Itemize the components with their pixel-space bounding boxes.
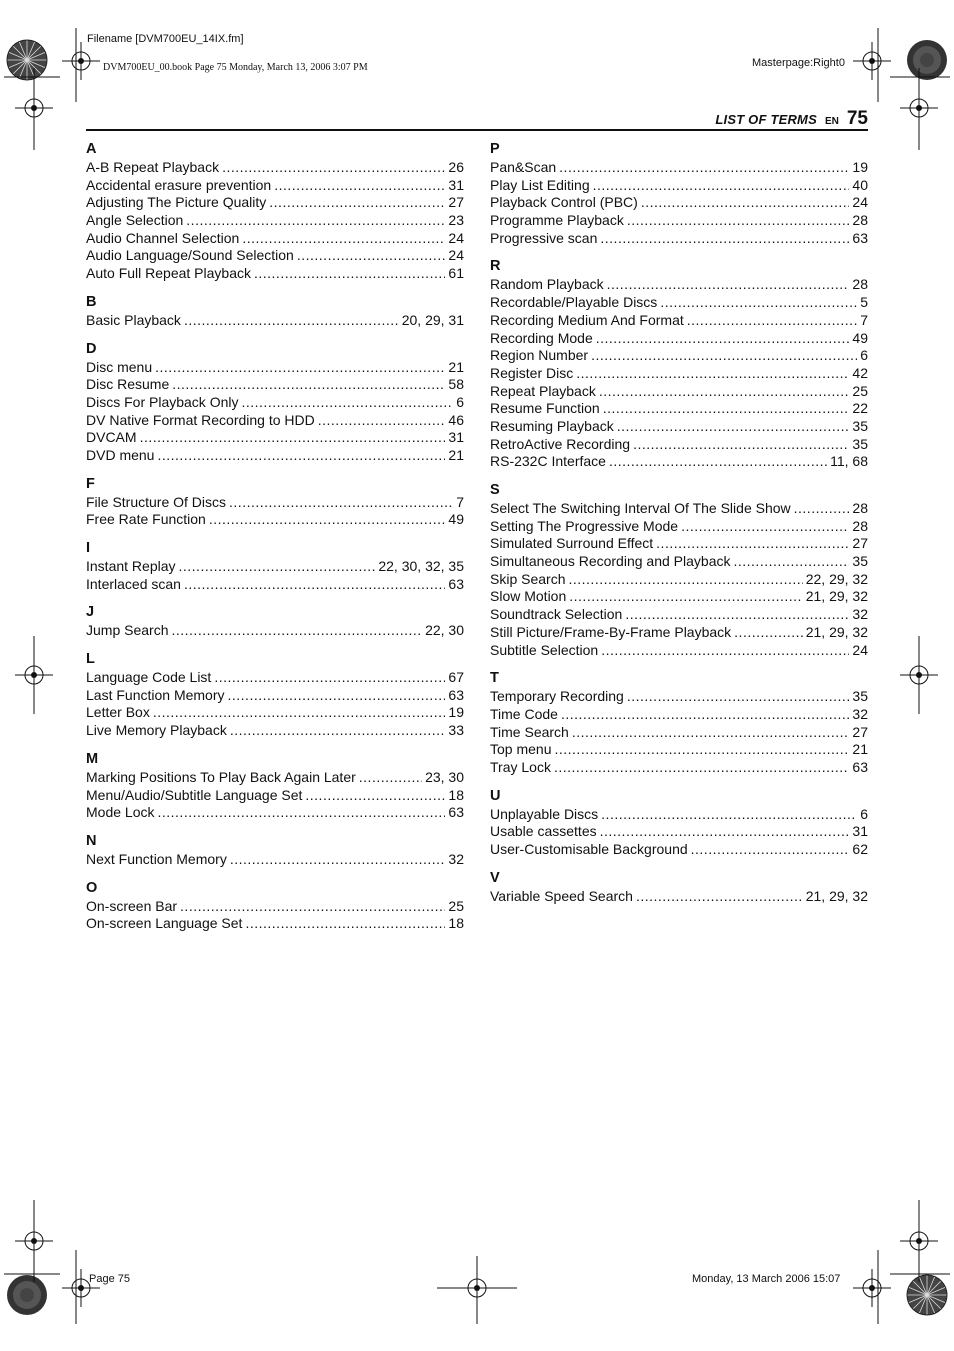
entry-term: File Structure Of Discs xyxy=(86,493,227,510)
entry-pages: 18 xyxy=(448,786,464,803)
entry-term: On-screen Bar xyxy=(86,897,178,914)
entry-pages: 61 xyxy=(448,265,464,282)
dot-leader xyxy=(596,330,850,348)
index-entry xyxy=(86,312,464,330)
entry-term: Programme Playback xyxy=(490,212,624,229)
index-entry xyxy=(86,915,464,933)
index-entry xyxy=(490,588,868,606)
dot-leader xyxy=(609,453,827,471)
entry-term: Mode Lock xyxy=(86,804,155,821)
dot-leader xyxy=(228,687,446,705)
index-section xyxy=(86,832,464,869)
index-entry xyxy=(86,769,464,787)
entry-term: Simulated Surround Effect xyxy=(490,535,654,552)
entry-pages: 31 xyxy=(448,176,464,193)
entry-pages: 62 xyxy=(852,841,868,857)
dot-leader xyxy=(617,418,850,436)
section-letter: L xyxy=(86,651,95,668)
section-letter: M xyxy=(86,750,99,767)
section-letter: I xyxy=(86,540,91,556)
index-entry xyxy=(490,159,868,177)
dot-leader xyxy=(209,511,446,529)
entry-pages: 21, 29, 32 xyxy=(805,887,868,904)
index-section xyxy=(490,481,868,659)
section-letter: D xyxy=(86,340,97,357)
dot-leader xyxy=(601,806,857,824)
section-letter: V xyxy=(490,869,500,886)
entry-pages: 19 xyxy=(852,159,868,175)
dot-leader xyxy=(600,230,849,248)
section-letter: A xyxy=(86,141,97,157)
index-entry xyxy=(490,759,868,777)
index-entry xyxy=(86,622,464,640)
entry-term: Variable Speed Search xyxy=(490,887,633,904)
entry-term: Adjusting The Picture Quality xyxy=(86,194,267,211)
index-entry xyxy=(490,347,868,365)
entry-term: Register Disc xyxy=(490,364,574,381)
dot-leader xyxy=(554,759,849,777)
entry-term: Temporary Recording xyxy=(490,688,624,705)
entry-term: Recording Mode xyxy=(490,329,593,346)
entry-term: A-B Repeat Playback xyxy=(86,159,220,175)
filename-label: Filename [DVM700EU_14IX.fm] xyxy=(87,33,244,45)
page-number: 75 xyxy=(846,108,868,129)
index-entry xyxy=(86,412,464,430)
entry-term: Next Function Memory xyxy=(86,850,227,867)
dot-leader xyxy=(157,804,445,822)
index-entry xyxy=(490,276,868,294)
index-entry xyxy=(490,453,868,471)
entry-term: Time Search xyxy=(490,723,569,740)
dot-leader xyxy=(569,588,802,606)
entry-pages: 21 xyxy=(852,741,868,758)
entry-pages: 6 xyxy=(860,805,868,822)
index-entry xyxy=(86,576,464,594)
entry-term: Time Code xyxy=(490,705,558,722)
entry-pages: 35 xyxy=(852,417,868,434)
index-entry xyxy=(490,194,868,212)
entry-term: Discs For Playback Only xyxy=(86,393,239,410)
entry-pages: 6 xyxy=(860,347,868,364)
index-entry xyxy=(86,494,464,512)
index-entry xyxy=(490,312,868,330)
dot-leader xyxy=(222,159,445,177)
index-section xyxy=(490,787,868,859)
dot-leader xyxy=(297,247,446,265)
index-column-left xyxy=(86,140,464,943)
entry-pages: 7 xyxy=(860,311,868,328)
index-entry xyxy=(86,447,464,465)
header-rule xyxy=(86,129,868,131)
index-entry xyxy=(490,365,868,383)
section-letter: J xyxy=(86,604,95,621)
index-entry xyxy=(490,806,868,824)
entry-pages: 67 xyxy=(448,669,464,686)
entry-pages: 28 xyxy=(852,517,868,534)
index-entry xyxy=(490,535,868,553)
entry-term: Recording Medium And Format xyxy=(490,311,684,328)
entry-term: DV Native Format Recording to HDD xyxy=(86,411,315,428)
dot-leader xyxy=(627,212,850,230)
index-entry xyxy=(86,194,464,212)
dot-leader xyxy=(554,741,849,759)
entry-term: Instant Replay xyxy=(86,558,176,574)
entry-term: Top menu xyxy=(490,741,552,758)
entry-term: Live Memory Playback xyxy=(86,722,227,739)
index-entry xyxy=(86,159,464,177)
index-entry xyxy=(490,688,868,706)
dot-leader xyxy=(180,898,445,916)
index-entry xyxy=(490,500,868,518)
dot-leader xyxy=(601,642,849,660)
entry-pages: 25 xyxy=(852,382,868,399)
entry-pages: 23, 30 xyxy=(425,768,464,785)
index-section xyxy=(86,140,464,283)
entry-term: Repeat Playback xyxy=(490,382,596,399)
entry-term: Basic Playback xyxy=(86,311,181,328)
entry-term: Accidental erasure prevention xyxy=(86,176,272,193)
entry-term: Interlaced scan xyxy=(86,575,181,592)
entry-pages: 26 xyxy=(448,159,464,175)
index-entry xyxy=(86,669,464,687)
dot-leader xyxy=(305,787,445,805)
entry-pages: 21, 29, 32 xyxy=(805,623,868,640)
index-entry xyxy=(490,230,868,248)
dot-leader xyxy=(179,558,376,576)
entry-term: Setting The Progressive Mode xyxy=(490,517,679,534)
index-entry xyxy=(86,511,464,529)
entry-term: Soundtrack Selection xyxy=(490,606,623,623)
index-entry xyxy=(86,429,464,447)
entry-pages: 22 xyxy=(852,400,868,417)
dot-leader xyxy=(269,194,445,212)
section-letter: S xyxy=(490,482,500,498)
entry-pages: 23 xyxy=(448,212,464,229)
entry-term: Jump Search xyxy=(86,622,169,639)
dot-leader xyxy=(157,447,445,465)
entry-pages: 7 xyxy=(456,493,464,510)
entry-term: Language Code List xyxy=(86,669,212,686)
entry-term: DVD menu xyxy=(86,446,155,463)
index-section xyxy=(86,475,464,529)
index-entry xyxy=(490,624,868,642)
entry-pages: 42 xyxy=(852,364,868,381)
index-entry xyxy=(490,741,868,759)
entry-pages: 32 xyxy=(852,705,868,722)
dot-leader xyxy=(171,622,422,640)
entry-pages: 63 xyxy=(852,758,868,775)
entry-term: User-Customisable Background xyxy=(490,841,688,857)
index-entry xyxy=(490,400,868,418)
index-section xyxy=(86,340,464,465)
entry-pages: 63 xyxy=(448,686,464,703)
entry-term: RetroActive Recording xyxy=(490,435,631,452)
index-entry xyxy=(86,230,464,248)
entry-pages: 35 xyxy=(852,553,868,570)
dot-leader xyxy=(656,535,849,553)
index-entry xyxy=(490,330,868,348)
dot-leader xyxy=(274,177,445,195)
index-entry xyxy=(86,804,464,822)
dot-leader xyxy=(561,706,849,724)
dot-leader xyxy=(627,688,850,706)
masterpage-label: Masterpage:Right0 xyxy=(752,57,845,69)
entry-pages: 31 xyxy=(448,429,464,446)
dot-leader xyxy=(734,624,803,642)
entry-pages: 31 xyxy=(852,823,868,840)
entry-term: Random Playback xyxy=(490,276,604,293)
entry-term: Usable cassettes xyxy=(490,823,597,840)
section-letter: B xyxy=(86,293,97,310)
dot-leader xyxy=(691,841,850,859)
footer-date-label: Monday, 13 March 2006 15:07 xyxy=(692,1273,841,1285)
dot-leader xyxy=(660,294,857,312)
dot-leader xyxy=(254,265,445,283)
entry-term: Last Function Memory xyxy=(86,686,225,703)
index-section xyxy=(490,869,868,906)
language-tag: EN xyxy=(824,116,839,127)
index-entry xyxy=(490,706,868,724)
page-header xyxy=(715,108,868,130)
entry-term: Audio Language/Sound Selection xyxy=(86,247,294,264)
dot-leader xyxy=(230,722,446,740)
entry-pages: 22, 29, 32 xyxy=(805,570,868,587)
entry-term: Recordable/Playable Discs xyxy=(490,294,658,311)
entry-pages: 49 xyxy=(448,511,464,528)
entry-pages: 33 xyxy=(448,722,464,739)
index-entry xyxy=(490,383,868,401)
index-entry xyxy=(490,212,868,230)
entry-pages: 21 xyxy=(448,446,464,463)
entry-term: Auto Full Repeat Playback xyxy=(86,265,251,282)
entry-term: Subtitle Selection xyxy=(490,641,599,658)
index-entry xyxy=(86,787,464,805)
entry-term: Letter Box xyxy=(86,704,150,721)
dot-leader xyxy=(172,376,445,394)
dot-leader xyxy=(794,500,850,518)
index-entry xyxy=(86,722,464,740)
index-entry xyxy=(490,418,868,436)
entry-pages: 63 xyxy=(852,229,868,246)
index-entry xyxy=(490,823,868,841)
dot-leader xyxy=(155,359,445,377)
index-section xyxy=(86,539,464,593)
entry-pages: 24 xyxy=(448,247,464,264)
dot-leader xyxy=(625,606,849,624)
dot-leader xyxy=(593,177,850,195)
dot-leader xyxy=(600,823,850,841)
dot-leader xyxy=(186,212,445,230)
dot-leader xyxy=(230,851,446,869)
dot-leader xyxy=(242,230,445,248)
dot-leader xyxy=(572,724,850,742)
index-entry xyxy=(86,376,464,394)
entry-term: On-screen Language Set xyxy=(86,915,243,932)
book-info-label: DVM700EU_00.book Page 75 Monday, March 13, 2006 3:07 PM xyxy=(103,62,368,73)
index-column-right xyxy=(490,140,868,915)
section-letter: U xyxy=(490,787,501,804)
dot-leader xyxy=(153,704,446,722)
section-letter: F xyxy=(86,475,95,492)
entry-pages: 32 xyxy=(852,606,868,623)
index-entry xyxy=(86,898,464,916)
entry-term: Select The Switching Interval Of The Slide Show xyxy=(490,500,791,516)
index-section xyxy=(86,603,464,640)
index-entry xyxy=(490,888,868,906)
entry-pages: 49 xyxy=(852,329,868,346)
entry-pages: 63 xyxy=(448,575,464,592)
entry-term: Unplayable Discs xyxy=(490,805,599,822)
dot-leader xyxy=(184,312,399,330)
index-entry xyxy=(490,841,868,859)
index-entry xyxy=(86,212,464,230)
dot-leader xyxy=(636,888,803,906)
index-section xyxy=(86,650,464,740)
entry-pages: 19 xyxy=(448,704,464,721)
entry-term: Playback Control (PBC) xyxy=(490,194,638,211)
footer-page-label: Page 75 xyxy=(89,1273,130,1285)
entry-term: Free Rate Function xyxy=(86,511,206,528)
entry-pages: 40 xyxy=(852,176,868,193)
entry-pages: 11, 68 xyxy=(830,453,868,470)
section-letter: T xyxy=(490,670,499,687)
dot-leader xyxy=(733,553,849,571)
index-entry xyxy=(86,359,464,377)
entry-term: Tray Lock xyxy=(490,758,551,775)
index-entry xyxy=(490,518,868,536)
entry-pages: 18 xyxy=(448,915,464,932)
entry-pages: 27 xyxy=(852,535,868,552)
entry-term: Audio Channel Selection xyxy=(86,229,240,246)
dot-leader xyxy=(184,576,445,594)
index-entry xyxy=(86,851,464,869)
entry-term: Angle Selection xyxy=(86,212,184,229)
entry-term: Slow Motion xyxy=(490,588,567,605)
entry-pages: 58 xyxy=(448,376,464,393)
dot-leader xyxy=(576,365,849,383)
index-section xyxy=(86,750,464,822)
section-letter: N xyxy=(86,832,97,849)
section-letter: P xyxy=(490,141,500,157)
dot-leader xyxy=(599,383,850,401)
entry-pages: 6 xyxy=(456,393,464,410)
section-letter: O xyxy=(86,879,98,896)
entry-term: Resume Function xyxy=(490,400,600,417)
entry-pages: 5 xyxy=(860,294,868,311)
entry-pages: 28 xyxy=(852,276,868,293)
dot-leader xyxy=(229,494,453,512)
index-entry xyxy=(490,553,868,571)
index-entry xyxy=(490,436,868,454)
entry-pages: 28 xyxy=(852,500,868,516)
dot-leader xyxy=(607,276,850,294)
dot-leader xyxy=(559,159,849,177)
entry-pages: 22, 30, 32, 35 xyxy=(378,558,464,574)
entry-pages: 27 xyxy=(448,194,464,211)
dot-leader xyxy=(359,769,422,787)
entry-pages: 28 xyxy=(852,212,868,229)
entry-pages: 24 xyxy=(852,194,868,211)
entry-pages: 32 xyxy=(448,850,464,867)
entry-pages: 24 xyxy=(448,229,464,246)
entry-term: Play List Editing xyxy=(490,176,590,193)
index-section xyxy=(490,669,868,776)
dot-leader xyxy=(214,669,445,687)
index-entry xyxy=(86,265,464,283)
entry-term: Progressive scan xyxy=(490,229,598,246)
index-entry xyxy=(490,606,868,624)
dot-leader xyxy=(633,436,849,454)
entry-term: Still Picture/Frame-By-Frame Playback xyxy=(490,623,732,640)
entry-pages: 35 xyxy=(852,688,868,705)
entry-pages: 21 xyxy=(448,358,464,375)
entry-pages: 21, 29, 32 xyxy=(805,588,868,605)
page-title: LIST OF TERMS xyxy=(715,112,817,127)
index-section xyxy=(86,879,464,933)
index-section xyxy=(490,140,868,247)
dot-leader xyxy=(603,400,850,418)
entry-pages: 20, 29, 31 xyxy=(401,311,464,328)
entry-term: Simultaneous Recording and Playback xyxy=(490,553,731,570)
entry-term: Disc menu xyxy=(86,358,153,375)
entry-pages: 46 xyxy=(448,411,464,428)
entry-term: Marking Positions To Play Back Again Later xyxy=(86,768,356,785)
dot-leader xyxy=(140,429,446,447)
entry-pages: 63 xyxy=(448,804,464,821)
dot-leader xyxy=(245,915,445,933)
index-entry xyxy=(86,247,464,265)
index-entry xyxy=(86,394,464,412)
entry-pages: 25 xyxy=(448,897,464,914)
entry-pages: 22, 30 xyxy=(425,622,464,639)
entry-term: DVCAM xyxy=(86,429,137,446)
entry-pages: 27 xyxy=(852,723,868,740)
dot-leader xyxy=(241,394,453,412)
entry-pages: 35 xyxy=(852,435,868,452)
entry-term: Menu/Audio/Subtitle Language Set xyxy=(86,786,303,803)
index-entry xyxy=(86,177,464,195)
index-entry xyxy=(490,294,868,312)
index-section xyxy=(86,293,464,330)
index-entry xyxy=(86,558,464,576)
dot-leader xyxy=(681,518,849,536)
dot-leader xyxy=(318,412,446,430)
entry-term: Region Number xyxy=(490,347,589,364)
index-entry xyxy=(490,642,868,660)
index-entry xyxy=(86,704,464,722)
entry-term: Resuming Playback xyxy=(490,417,614,434)
dot-leader xyxy=(568,571,802,589)
dot-leader xyxy=(687,312,857,330)
index-entry xyxy=(86,687,464,705)
index-entry xyxy=(490,571,868,589)
dot-leader xyxy=(641,194,850,212)
entry-term: Pan&Scan xyxy=(490,159,557,175)
index-section xyxy=(490,257,868,471)
dot-leader xyxy=(591,347,857,365)
entry-term: Disc Resume xyxy=(86,376,170,393)
index-entry xyxy=(490,724,868,742)
index-entry xyxy=(490,177,868,195)
entry-term: RS-232C Interface xyxy=(490,453,606,470)
section-letter: R xyxy=(490,258,501,275)
entry-term: Skip Search xyxy=(490,570,566,587)
entry-pages: 24 xyxy=(852,641,868,658)
